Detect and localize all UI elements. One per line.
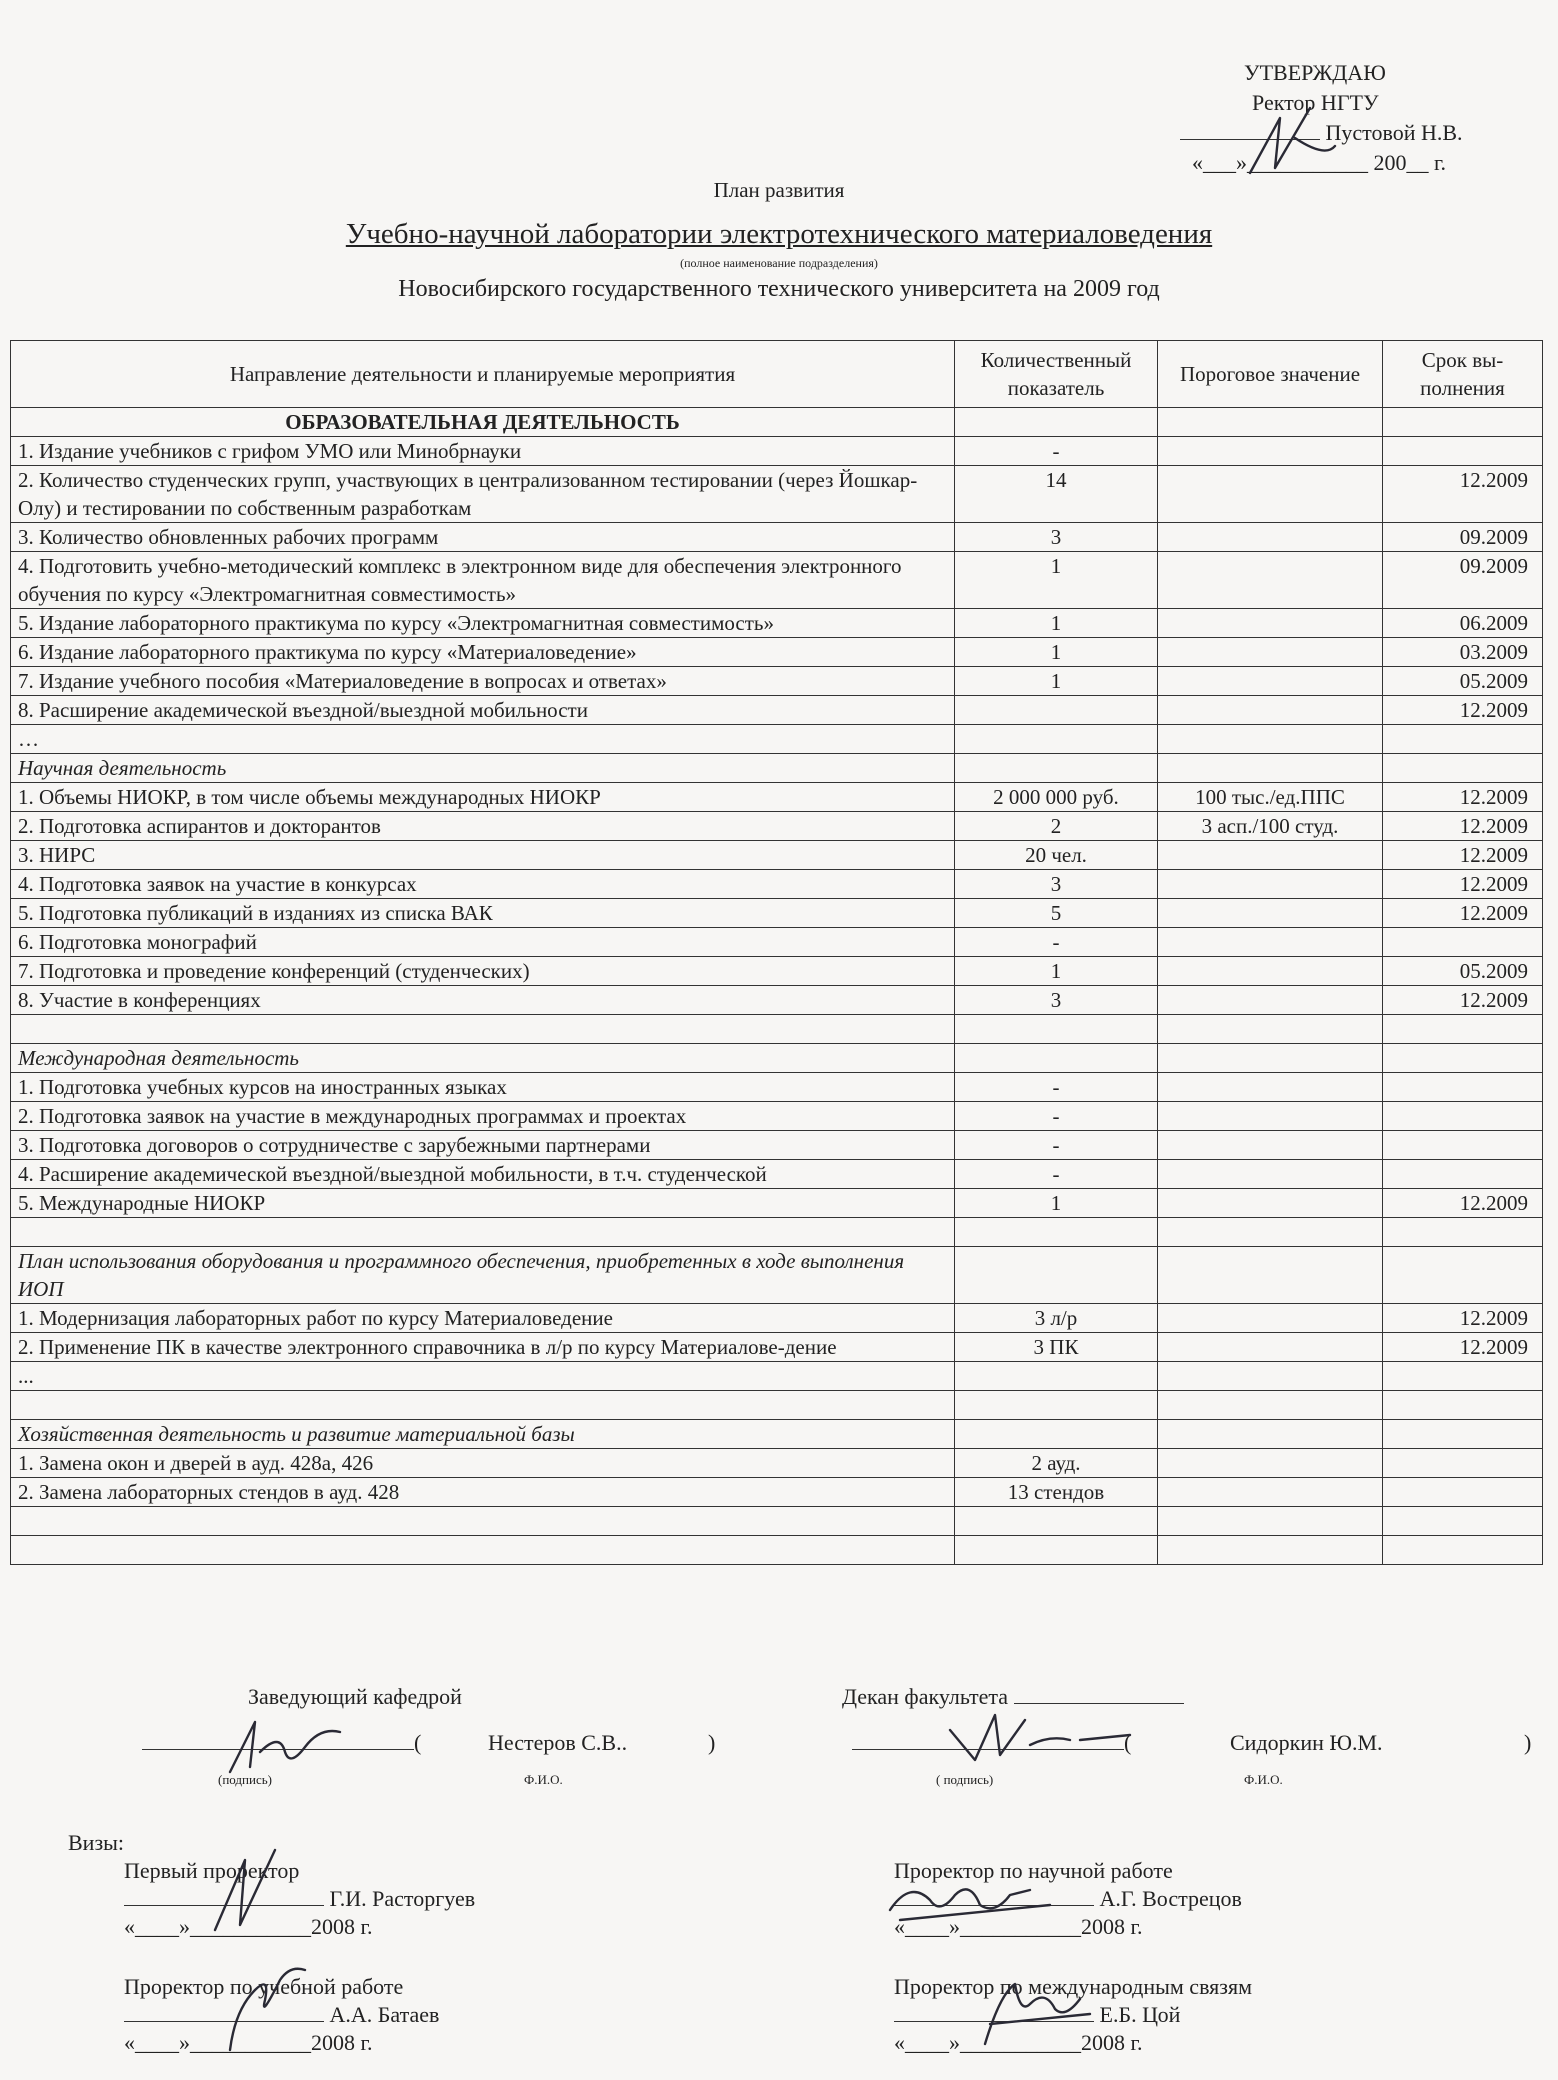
deadline-cell [1383, 1247, 1543, 1304]
threshold-cell [1158, 1102, 1383, 1131]
direction-cell: 4. Подготовка заявок на участие в конкурсах [11, 870, 955, 899]
deadline-cell [1383, 1478, 1543, 1507]
intl-prorector-name: Е.Б. Цой [1099, 2002, 1181, 2027]
first-prorector-date: «____»___________2008 г. [124, 1914, 373, 1939]
direction-cell: 5. Подготовка публикаций в изданиях из списка ВАК [11, 899, 955, 928]
direction-cell [11, 1218, 955, 1247]
threshold-cell [1158, 1015, 1383, 1044]
quantity-cell [955, 696, 1158, 725]
quantity-cell [955, 1536, 1158, 1565]
table-row [11, 1189, 1543, 1218]
first-prorector-name: Г.И. Расторгуев [329, 1886, 476, 1911]
quantity-cell [955, 1218, 1158, 1247]
col-header-quantity: Количественный показатель [955, 341, 1158, 408]
section-header-row [11, 408, 1543, 437]
approve-label: УТВЕРЖДАЮ [1244, 60, 1386, 85]
threshold-cell [1158, 1247, 1383, 1304]
deadline-cell [1383, 1015, 1543, 1044]
direction-cell [11, 1507, 955, 1536]
intl-prorector-signature [970, 1964, 1110, 2054]
table-header-row [11, 341, 1543, 408]
quantity-cell: 2 000 000 руб. [955, 783, 1158, 812]
deadline-cell: 12.2009 [1383, 986, 1543, 1015]
deadline-cell: 12.2009 [1383, 1333, 1543, 1362]
quantity-cell: 3 [955, 870, 1158, 899]
threshold-cell [1158, 1420, 1383, 1449]
direction-cell: 6. Подготовка монографий [11, 928, 955, 957]
threshold-cell [1158, 552, 1383, 609]
table-row [11, 725, 1543, 754]
deadline-cell: 12.2009 [1383, 1304, 1543, 1333]
approver-position: Ректор НГТУ [1252, 90, 1379, 115]
table-row [11, 609, 1543, 638]
table-row [11, 552, 1543, 609]
quantity-cell: - [955, 1073, 1158, 1102]
threshold-cell [1158, 1304, 1383, 1333]
first-prorector-title: Первый проректор [124, 1858, 300, 1883]
table-row [11, 812, 1543, 841]
quantity-cell: 3 л/р [955, 1304, 1158, 1333]
threshold-cell [1158, 1131, 1383, 1160]
quantity-cell [955, 1507, 1158, 1536]
table-row [11, 1304, 1543, 1333]
head-dept-title: Заведующий кафедрой [248, 1684, 462, 1709]
science-prorector-name: А.Г. Вострецов [1099, 1886, 1242, 1911]
direction-cell: 1. Издание учебников с грифом УМО или Минобрнауки [11, 437, 955, 466]
deadline-cell [1383, 1131, 1543, 1160]
deadline-cell: 06.2009 [1383, 609, 1543, 638]
deadline-cell [1383, 1362, 1543, 1391]
quantity-cell [955, 754, 1158, 783]
threshold-cell [1158, 1073, 1383, 1102]
deadline-cell [1383, 1073, 1543, 1102]
study-prorector-signature [210, 1950, 320, 2060]
plan-title: План развития [713, 178, 845, 202]
approver-name-line [1180, 118, 1500, 148]
direction-cell: 7. Подготовка и проведение конференций (студенческих) [11, 957, 955, 986]
quantity-cell: 13 стендов [955, 1478, 1158, 1507]
direction-cell: План использования оборудования и программного обеспечения, приобретенных в ходе выполнения ИОП [11, 1247, 955, 1304]
table-row [11, 1478, 1543, 1507]
quantity-cell: 1 [955, 638, 1158, 667]
deadline-cell: 09.2009 [1383, 523, 1543, 552]
threshold-cell [1158, 1536, 1383, 1565]
threshold-cell [1158, 957, 1383, 986]
direction-cell [11, 1015, 955, 1044]
quantity-cell: - [955, 1102, 1158, 1131]
quantity-cell: 3 ПК [955, 1333, 1158, 1362]
unit-name-note: (полное наименование подразделения) [680, 256, 878, 270]
approval-block [1180, 58, 1500, 178]
table-row [11, 957, 1543, 986]
table-row [11, 870, 1543, 899]
quantity-cell: 1 [955, 609, 1158, 638]
quantity-cell: - [955, 437, 1158, 466]
study-prorector-name: А.А. Батаев [329, 2002, 440, 2027]
direction-cell: 8. Расширение академической въездной/выездной мобильности [11, 696, 955, 725]
direction-cell: 1. Подготовка учебных курсов на иностранных языках [11, 1073, 955, 1102]
dean-name: Сидоркин Ю.М. [1230, 1730, 1383, 1755]
quantity-cell: - [955, 928, 1158, 957]
approver-name: Пустовой Н.В. [1325, 120, 1463, 145]
col-header-deadline: Срок вы-полнения [1383, 341, 1543, 408]
science-prorector-signature [880, 1870, 1080, 1930]
visas-label: Визы: [68, 1830, 125, 1855]
direction-cell: Международная деятельность [11, 1044, 955, 1073]
deadline-cell: 09.2009 [1383, 552, 1543, 609]
direction-cell: 2. Подготовка аспирантов и докторантов [11, 812, 955, 841]
table-row [11, 928, 1543, 957]
dean-signature [940, 1700, 1140, 1780]
deadline-cell [1383, 1449, 1543, 1478]
quantity-cell: 1 [955, 1189, 1158, 1218]
head-dept-paren: ) [708, 1730, 716, 1755]
quantity-cell [955, 1247, 1158, 1304]
table-row [11, 1073, 1543, 1102]
threshold-cell [1158, 1391, 1383, 1420]
table-row [11, 1160, 1543, 1189]
table-row [11, 466, 1543, 523]
threshold-cell [1158, 1362, 1383, 1391]
dean-sign-line: ( [852, 1730, 1131, 1756]
table-row [11, 841, 1543, 870]
deadline-cell [1383, 437, 1543, 466]
direction-cell: 7. Издание учебного пособия «Материаловедение в вопросах и ответах» [11, 667, 955, 696]
quantity-cell [955, 1015, 1158, 1044]
quantity-cell: 1 [955, 552, 1158, 609]
quantity-cell: 1 [955, 667, 1158, 696]
threshold-cell [1158, 437, 1383, 466]
threshold-cell [1158, 1044, 1383, 1073]
direction-cell: 4. Расширение академической въездной/выездной мобильности, в т.ч. студенческой [11, 1160, 955, 1189]
deadline-cell: 12.2009 [1383, 812, 1543, 841]
threshold-cell [1158, 609, 1383, 638]
threshold-cell [1158, 1218, 1383, 1247]
intl-prorector-title: Проректор по международным связям [894, 1974, 1253, 1999]
threshold-cell [1158, 725, 1383, 754]
deadline-cell [1383, 1420, 1543, 1449]
university-line: Новосибирского государственного технического университета на 2009 год [398, 276, 1160, 302]
table-row [11, 783, 1543, 812]
quantity-cell: 2 ауд. [955, 1449, 1158, 1478]
threshold-cell [1158, 1478, 1383, 1507]
deadline-cell [1383, 408, 1543, 437]
threshold-cell [1158, 986, 1383, 1015]
plan-table-body [11, 408, 1543, 1565]
threshold-cell [1158, 899, 1383, 928]
threshold-cell [1158, 870, 1383, 899]
deadline-cell [1383, 1507, 1543, 1536]
deadline-cell [1383, 1160, 1543, 1189]
threshold-cell [1158, 638, 1383, 667]
quantity-cell [955, 1044, 1158, 1073]
deadline-cell: 05.2009 [1383, 957, 1543, 986]
direction-cell: 2. Применение ПК в качестве электронного справочника в л/р по курсу Материалове-дение [11, 1333, 955, 1362]
deadline-cell [1383, 928, 1543, 957]
table-row [11, 696, 1543, 725]
deadline-cell [1383, 1391, 1543, 1420]
intl-prorector-date: «____»___________2008 г. [894, 2030, 1143, 2055]
first-prorector-signature [200, 1840, 300, 1940]
threshold-cell [1158, 696, 1383, 725]
deadline-cell: 12.2009 [1383, 870, 1543, 899]
direction-cell: 5. Международные НИОКР [11, 1189, 955, 1218]
direction-cell: Хозяйственная деятельность и развитие материальной базы [11, 1420, 955, 1449]
dean-sign-note: ( подпись) [936, 1772, 994, 1787]
dean-paren: ) [1524, 1730, 1532, 1755]
head-dept-name: Нестеров С.В.. [488, 1730, 628, 1755]
direction-cell: 4. Подготовить учебно-методический комплекс в электронном виде для обеспечения электронного обучения по курсу «Электромагнитная совместимость» [11, 552, 955, 609]
table-row [11, 1333, 1543, 1362]
direction-cell: 6. Издание лабораторного практикума по курсу «Материаловедение» [11, 638, 955, 667]
table-row [11, 1102, 1543, 1131]
threshold-cell: 100 тыс./ед.ППС [1158, 783, 1383, 812]
quantity-cell: 5 [955, 899, 1158, 928]
deadline-cell: 12.2009 [1383, 841, 1543, 870]
table-row [11, 1536, 1543, 1565]
direction-cell [11, 1391, 955, 1420]
threshold-cell [1158, 667, 1383, 696]
threshold-cell [1158, 466, 1383, 523]
table-row [11, 523, 1543, 552]
science-prorector-date: «____»___________2008 г. [894, 1914, 1143, 1939]
table-row [11, 1218, 1543, 1247]
quantity-cell: 14 [955, 466, 1158, 523]
deadline-cell: 12.2009 [1383, 466, 1543, 523]
dean-title: Декан факультета [842, 1684, 1009, 1709]
threshold-cell [1158, 754, 1383, 783]
quantity-cell: - [955, 1160, 1158, 1189]
direction-cell: 2. Замена лабораторных стендов в ауд. 428 [11, 1478, 955, 1507]
deadline-cell: 12.2009 [1383, 1189, 1543, 1218]
deadline-cell [1383, 1044, 1543, 1073]
quantity-cell: - [955, 1131, 1158, 1160]
head-dept-sign-line: ( [142, 1730, 421, 1756]
deadline-cell [1383, 754, 1543, 783]
direction-cell: 5. Издание лабораторного практикума по курсу «Электромагнитная совместимость» [11, 609, 955, 638]
unit-name: Учебно-научной лаборатории электротехнического материаловедения [345, 218, 1213, 250]
threshold-cell [1158, 1449, 1383, 1478]
table-row [11, 667, 1543, 696]
direction-cell: 2. Подготовка заявок на участие в международных программах и проектах [11, 1102, 955, 1131]
plan-table [10, 340, 1543, 1565]
quantity-cell [955, 1362, 1158, 1391]
deadline-cell: 12.2009 [1383, 696, 1543, 725]
table-row [11, 1015, 1543, 1044]
head-dept-fio-note: Ф.И.О. [524, 1772, 563, 1787]
direction-cell: ОБРАЗОВАТЕЛЬНАЯ ДЕЯТЕЛЬНОСТЬ [11, 408, 955, 437]
table-row [11, 1131, 1543, 1160]
table-row [11, 986, 1543, 1015]
subsection-row [11, 754, 1543, 783]
head-dept-signature [210, 1712, 360, 1782]
threshold-cell [1158, 1333, 1383, 1362]
quantity-cell: 1 [955, 957, 1158, 986]
threshold-cell [1158, 1189, 1383, 1218]
direction-cell: 3. НИРС [11, 841, 955, 870]
threshold-cell [1158, 841, 1383, 870]
direction-cell: 8. Участие в конференциях [11, 986, 955, 1015]
deadline-cell: 12.2009 [1383, 899, 1543, 928]
subsection-row [11, 1044, 1543, 1073]
table-row [11, 899, 1543, 928]
subsection-row [11, 1247, 1543, 1304]
deadline-cell [1383, 1102, 1543, 1131]
quantity-cell: 20 чел. [955, 841, 1158, 870]
quantity-cell [955, 725, 1158, 754]
deadline-cell: 03.2009 [1383, 638, 1543, 667]
quantity-cell [955, 1391, 1158, 1420]
threshold-cell: 3 асп./100 студ. [1158, 812, 1383, 841]
direction-cell [11, 1536, 955, 1565]
threshold-cell [1158, 1507, 1383, 1536]
quantity-cell [955, 408, 1158, 437]
threshold-cell [1158, 408, 1383, 437]
quantity-cell: 3 [955, 523, 1158, 552]
deadline-cell [1383, 1218, 1543, 1247]
threshold-cell [1158, 1160, 1383, 1189]
direction-cell: … [11, 725, 955, 754]
direction-cell: 3. Подготовка договоров о сотрудничестве с зарубежными партнерами [11, 1131, 955, 1160]
table-row [11, 1507, 1543, 1536]
threshold-cell [1158, 523, 1383, 552]
deadline-cell: 05.2009 [1383, 667, 1543, 696]
direction-cell: 1. Замена окон и дверей в ауд. 428а, 426 [11, 1449, 955, 1478]
direction-cell: ... [11, 1362, 955, 1391]
threshold-cell [1158, 928, 1383, 957]
table-row [11, 1449, 1543, 1478]
approval-date: «___»___________ 200__ г. [1192, 150, 1447, 175]
table-row [11, 638, 1543, 667]
direction-cell: 1. Объемы НИОКР, в том числе объемы международных НИОКР [11, 783, 955, 812]
study-prorector-title: Проректор по учебной работе [124, 1974, 404, 1999]
col-header-threshold: Пороговое значение [1158, 341, 1383, 408]
quantity-cell: 2 [955, 812, 1158, 841]
quantity-cell: 3 [955, 986, 1158, 1015]
study-prorector-date: «____»___________2008 г. [124, 2030, 373, 2055]
head-dept-sign-note: (подпись) [218, 1772, 272, 1787]
dean-fio-note: Ф.И.О. [1244, 1772, 1283, 1787]
direction-cell: Научная деятельность [11, 754, 955, 783]
deadline-cell [1383, 1536, 1543, 1565]
table-row [11, 1391, 1543, 1420]
table-row [11, 1362, 1543, 1391]
direction-cell: 1. Модернизация лабораторных работ по курсу Материаловедение [11, 1304, 955, 1333]
science-prorector-title: Проректор по научной работе [894, 1858, 1173, 1883]
quantity-cell [955, 1420, 1158, 1449]
direction-cell: 2. Количество студенческих групп, участвующих в централизованном тестировании (через Йошкар-Олу) и тестировании по собственным разработкам [11, 466, 955, 523]
direction-cell: 3. Количество обновленных рабочих программ [11, 523, 955, 552]
table-row [11, 437, 1543, 466]
rector-signature [1240, 98, 1340, 188]
col-header-direction: Направление деятельности и планируемые мероприятия [11, 341, 955, 408]
deadline-cell: 12.2009 [1383, 783, 1543, 812]
deadline-cell [1383, 725, 1543, 754]
subsection-row [11, 1420, 1543, 1449]
